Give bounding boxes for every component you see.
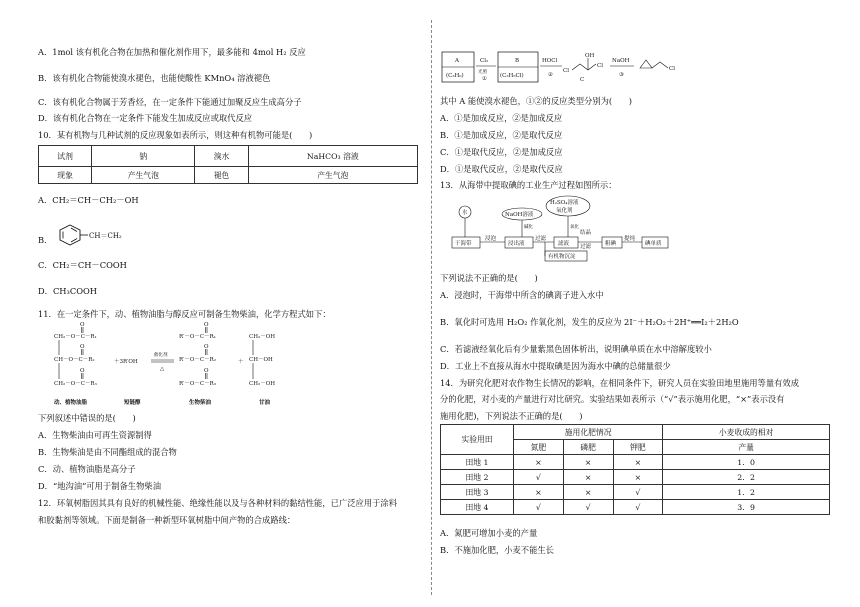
product-oh: OH xyxy=(585,53,595,59)
table-row xyxy=(441,500,830,515)
pure-iodine-node: 碘单质 xyxy=(645,241,662,247)
table-cell: 试剂 xyxy=(39,146,92,167)
q14-table xyxy=(440,424,830,515)
box-a-formula: (C₃H₆) xyxy=(446,73,464,79)
product-c-label: C xyxy=(580,77,585,83)
option-a: A．1mol 该有机化合物在加热和催化剂作用下，最多能和 4mol H₂ 反应 xyxy=(38,47,306,57)
header-nitrogen: 氮肥 xyxy=(514,440,564,455)
oxidize-label: 氧化 xyxy=(570,225,579,230)
diesel-line-2: R′－O－C－R₂ xyxy=(179,357,216,363)
fat-line-3: CH₂－O－C－R₃ xyxy=(54,381,97,387)
column-divider xyxy=(431,20,432,595)
q13-option-a: A．浸泡时，干海带中所含的碘离子进入水中 xyxy=(440,290,604,300)
kelp-node: 干海带 xyxy=(455,241,472,247)
q14-option-b: B．不施加化肥，小麦不能生长 xyxy=(440,545,554,555)
box-a-label: A xyxy=(455,58,459,64)
carbonyl-o: O xyxy=(204,368,209,374)
epoxide-cl: Cl xyxy=(669,66,675,72)
diesel-line-3: R′－O－C－R₃ xyxy=(179,381,216,387)
filter-1-label: 过滤 xyxy=(535,236,547,242)
table-cell: 现象 xyxy=(39,167,92,184)
carbonyl-o: O xyxy=(80,344,85,350)
table-cell: × xyxy=(563,485,613,500)
heat-symbol: △ xyxy=(160,366,165,372)
light-condition: 光照 xyxy=(478,70,487,75)
triglyceride xyxy=(54,322,97,387)
table-cell: √ xyxy=(514,500,564,515)
option-b: B．该有机化合物能使溴水褪色，也能使酸性 KMnO₄ 溶液褪色 xyxy=(38,73,271,83)
soak-label: 浸泡 xyxy=(485,236,497,242)
alkalize-label: 碱化 xyxy=(524,225,533,230)
q13-option-b: B．氧化时可选用 H₂O₂ 作氧化剂，发生的反应为 2I⁻＋H₂O₂＋2H⁺══I₂＋2H₂O xyxy=(440,317,739,327)
label-alcohol: 短链醇 xyxy=(124,400,141,406)
q12-option-d: D．①是取代反应，②是取代反应 xyxy=(440,164,563,174)
table-cell: × xyxy=(613,455,663,470)
q13-option-d: D．工业上不直接从海水中提取碘是因为海水中碘的总储量很少 xyxy=(440,361,671,371)
box-b-label: B xyxy=(515,58,520,64)
carbonyl-o: O xyxy=(204,344,209,350)
table-cell: √ xyxy=(613,485,663,500)
table-cell: 溴水 xyxy=(195,146,248,167)
header-field: 实验用田 xyxy=(441,425,514,455)
question-14-line-1: 14．为研究化肥对农作物生长情况的影响，在相同条件下，研究人员在实验田地里施用等量有效成 xyxy=(440,378,800,388)
step-1: ① xyxy=(482,76,487,82)
question-14-line-2: 分的化肥，对小麦的产量进行对比研究。实验结果如表所示（“√”表示施用化肥，“×”表示没有 xyxy=(440,394,785,404)
glycerol-line-1: CH₂－OH xyxy=(249,334,276,340)
question-12-line-2: 和胶黏剂等领域。下面是制备一种新型环氧树脂中间产物的合成路线： xyxy=(38,515,296,525)
header-phosphorus: 磷肥 xyxy=(563,440,613,455)
q12-option-b: B．①是加成反应，②是取代反应 xyxy=(440,130,563,140)
table-cell: 产生气泡 xyxy=(248,167,417,184)
q10-option-c: C．CH₂＝CH－COOH xyxy=(38,260,127,270)
biodiesel xyxy=(179,322,216,387)
q14-option-a: A．氮肥可增加小麦的产量 xyxy=(440,528,538,538)
catalyst-label: 催化剂 xyxy=(154,353,168,358)
header-yield: 小麦收成的相对 xyxy=(663,425,830,440)
table-cell: 1．0 xyxy=(663,455,830,470)
q12-stem: 其中 A 能使溴水褪色，①②的反应类型分别为( ) xyxy=(440,96,632,106)
reagent-hocl: HOCl xyxy=(542,58,558,64)
table-cell: × xyxy=(563,455,613,470)
question-12-line-1: 12．环氧树脂因其具有良好的机械性能、绝缘性能以及与各种材料的黏结性能，已广泛应用于涂料 xyxy=(38,498,398,508)
table-cell: 田地 1 xyxy=(441,455,514,470)
oxidant-node: 氧化剂 xyxy=(556,208,573,214)
q11-option-c: C．动、植物油脂是高分子 xyxy=(38,464,136,474)
label-fat: 动、植物油脂 xyxy=(54,400,88,406)
iodine-extraction-flowchart xyxy=(450,192,700,266)
q10-table xyxy=(38,145,418,184)
reagent-naoh: NaOH xyxy=(612,58,630,64)
table-cell: NaHCO₃ 溶液 xyxy=(248,146,417,167)
label-diesel: 生物柴油 xyxy=(189,400,212,406)
fat-line-1: CH₂－O－C－R₁ xyxy=(54,334,97,340)
box-b-formula: (C₃H₅Cl) xyxy=(500,73,524,79)
option-c: C．该有机化合物属于芳香烃，在一定条件下能通过加聚反应生成高分子 xyxy=(38,97,302,107)
table-cell: × xyxy=(613,470,663,485)
table-cell: 田地 3 xyxy=(441,485,514,500)
carbonyl-o: O xyxy=(80,322,85,328)
glycerol-line-2: CH－OH xyxy=(249,357,273,363)
reagent-cl2: Cl₂ xyxy=(480,58,489,64)
q10-option-a: A．CH₂＝CH－CH₂－OH xyxy=(38,195,139,205)
purify-label: 提纯 xyxy=(624,236,636,242)
fat-line-2: CH－O－C－R₂ xyxy=(54,357,95,363)
question-14-line-3: 施用化肥)，下列说法不正确的是( ) xyxy=(440,411,583,421)
plus-sign: ＋ xyxy=(238,359,244,365)
step-2: ② xyxy=(548,72,553,78)
question-10: 10．某有机物与几种试剂的反应现象如表所示，则这种有机物可能是( ) xyxy=(38,130,313,140)
glycerol xyxy=(249,334,275,387)
table-row xyxy=(441,470,830,485)
table-cell: 产生气泡 xyxy=(92,167,195,184)
label-glycerol: 甘油 xyxy=(259,400,271,406)
naoh-node: NaOH溶液 xyxy=(505,212,534,218)
table-cell: 钠 xyxy=(92,146,195,167)
header-fertilizer: 施用化肥情况 xyxy=(514,425,663,440)
table-cell: √ xyxy=(563,500,613,515)
epoxy-synthesis-route xyxy=(440,50,720,88)
q13-stem: 下列说法不正确的是( ) xyxy=(440,273,538,283)
product-cl-left: Cl xyxy=(563,68,569,74)
question-11: 11．在一定条件下，动、植物油脂与醇反应可制备生物柴油，化学方程式如下： xyxy=(38,309,331,319)
q10-option-d: D．CH₃COOH xyxy=(38,286,98,296)
q12-option-a: A．①是加成反应，②是加成反应 xyxy=(440,113,563,123)
q11-option-a: A．生物柴油由可再生资源制得 xyxy=(38,430,152,440)
table-cell: 褪色 xyxy=(195,167,248,184)
table-row xyxy=(441,485,830,500)
carbonyl-o: O xyxy=(80,368,85,374)
product-cl-right: Cl xyxy=(597,63,603,69)
table-cell: 1．2 xyxy=(663,485,830,500)
option-d: D．该有机化合物在一定条件下能发生加成反应或取代反应 xyxy=(38,113,253,123)
leach-node: 浸出液 xyxy=(508,241,525,247)
filter-2-label: 过滤 xyxy=(580,244,592,250)
table-cell: √ xyxy=(613,500,663,515)
biodiesel-reaction-figure xyxy=(54,320,354,410)
carbonyl-o: O xyxy=(204,322,209,328)
h2so4-node: H₂SO₄溶液 xyxy=(550,200,579,206)
q13-option-c: C．若滤液经氧化后有少量紫黑色固体析出，说明碘单质在水中溶解度较小 xyxy=(440,344,712,354)
diesel-line-1: R′－O－C－R₁ xyxy=(179,334,216,340)
table-cell: √ xyxy=(514,470,564,485)
q11-stem: 下列叙述中错误的是( ) xyxy=(38,413,136,423)
q11-option-b: B．生物柴油是由不同酯组成的混合物 xyxy=(38,447,177,457)
water-node: 水 xyxy=(462,210,468,216)
crude-iodine-node: 粗碘 xyxy=(605,241,617,247)
filtrate-node: 滤液 xyxy=(558,241,570,247)
styrene-vinyl: CH＝CH₂ xyxy=(89,232,122,240)
q10-option-b-label: B． xyxy=(38,235,53,245)
q12-option-c: C．①是取代反应，②是加成反应 xyxy=(440,147,563,157)
table-row xyxy=(441,455,830,470)
table-cell: × xyxy=(563,470,613,485)
table-cell: 2．2 xyxy=(663,470,830,485)
alcohol-reactant: ＋3R′OH xyxy=(114,359,138,365)
table-cell: 田地 4 xyxy=(441,500,514,515)
question-13: 13．从海带中提取碘的工业生产过程如图所示： xyxy=(440,180,617,190)
glycerol-line-3: CH₂－OH xyxy=(249,381,276,387)
table-cell: × xyxy=(514,485,564,500)
table-cell: 3．9 xyxy=(663,500,830,515)
styrene-structure xyxy=(56,222,166,248)
precipitate-node: 有机物沉淀 xyxy=(548,254,576,260)
table-cell: 田地 2 xyxy=(441,470,514,485)
header-potassium: 钾肥 xyxy=(613,440,663,455)
table-cell: × xyxy=(514,455,564,470)
crystallize-label: 结晶 xyxy=(580,230,592,236)
header-yield-2: 产量 xyxy=(663,440,830,455)
step-3: ③ xyxy=(619,72,624,78)
q11-option-d: D．“地沟油”可用于制备生物柴油 xyxy=(38,481,161,491)
